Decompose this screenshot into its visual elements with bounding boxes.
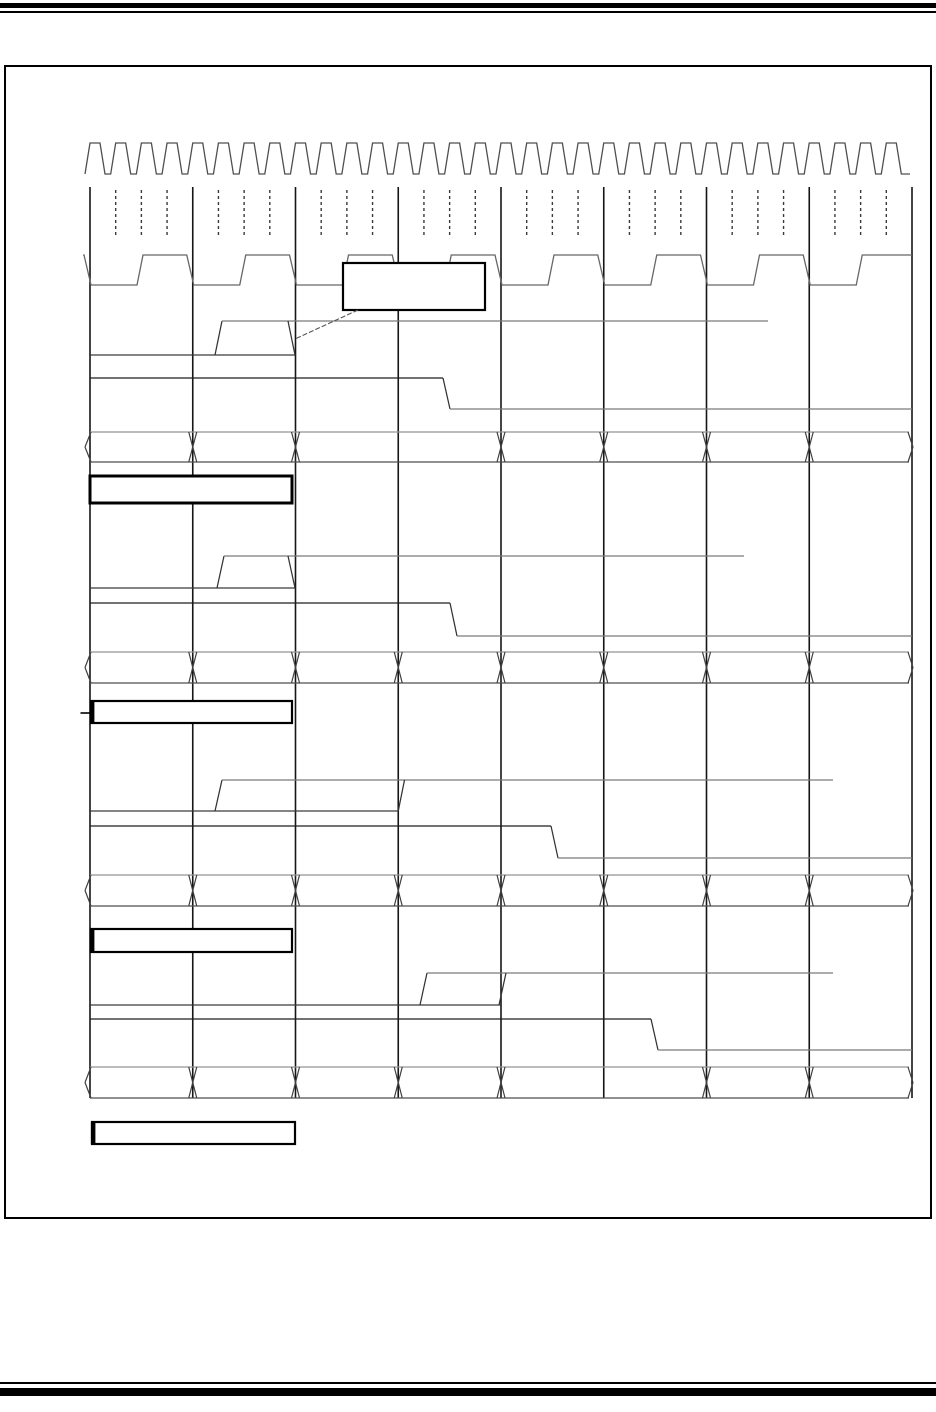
clock-waveform xyxy=(85,143,910,174)
signal-row-a xyxy=(83,255,912,285)
column-gridlines xyxy=(90,187,912,1098)
label-box-1 xyxy=(90,476,292,503)
signal-b3 xyxy=(90,780,833,811)
bus-4 xyxy=(85,1067,913,1098)
signal-b2 xyxy=(90,556,744,588)
bus-3 xyxy=(85,875,913,906)
signal-b4 xyxy=(90,973,833,1005)
callout-leader-line xyxy=(295,310,358,339)
label-box-4 xyxy=(92,1122,295,1144)
page-frame xyxy=(5,66,931,1218)
callout-box xyxy=(343,263,485,310)
label-box-2 xyxy=(91,701,292,723)
bottom-rule-thick xyxy=(0,1388,936,1396)
bus-1 xyxy=(85,432,913,462)
signal-b1 xyxy=(90,321,768,355)
bus-2 xyxy=(85,652,913,683)
top-rule-thin xyxy=(0,11,936,13)
bottom-rule-thin xyxy=(0,1382,936,1384)
top-rule-thick xyxy=(0,3,936,8)
label-box-3 xyxy=(91,929,292,952)
